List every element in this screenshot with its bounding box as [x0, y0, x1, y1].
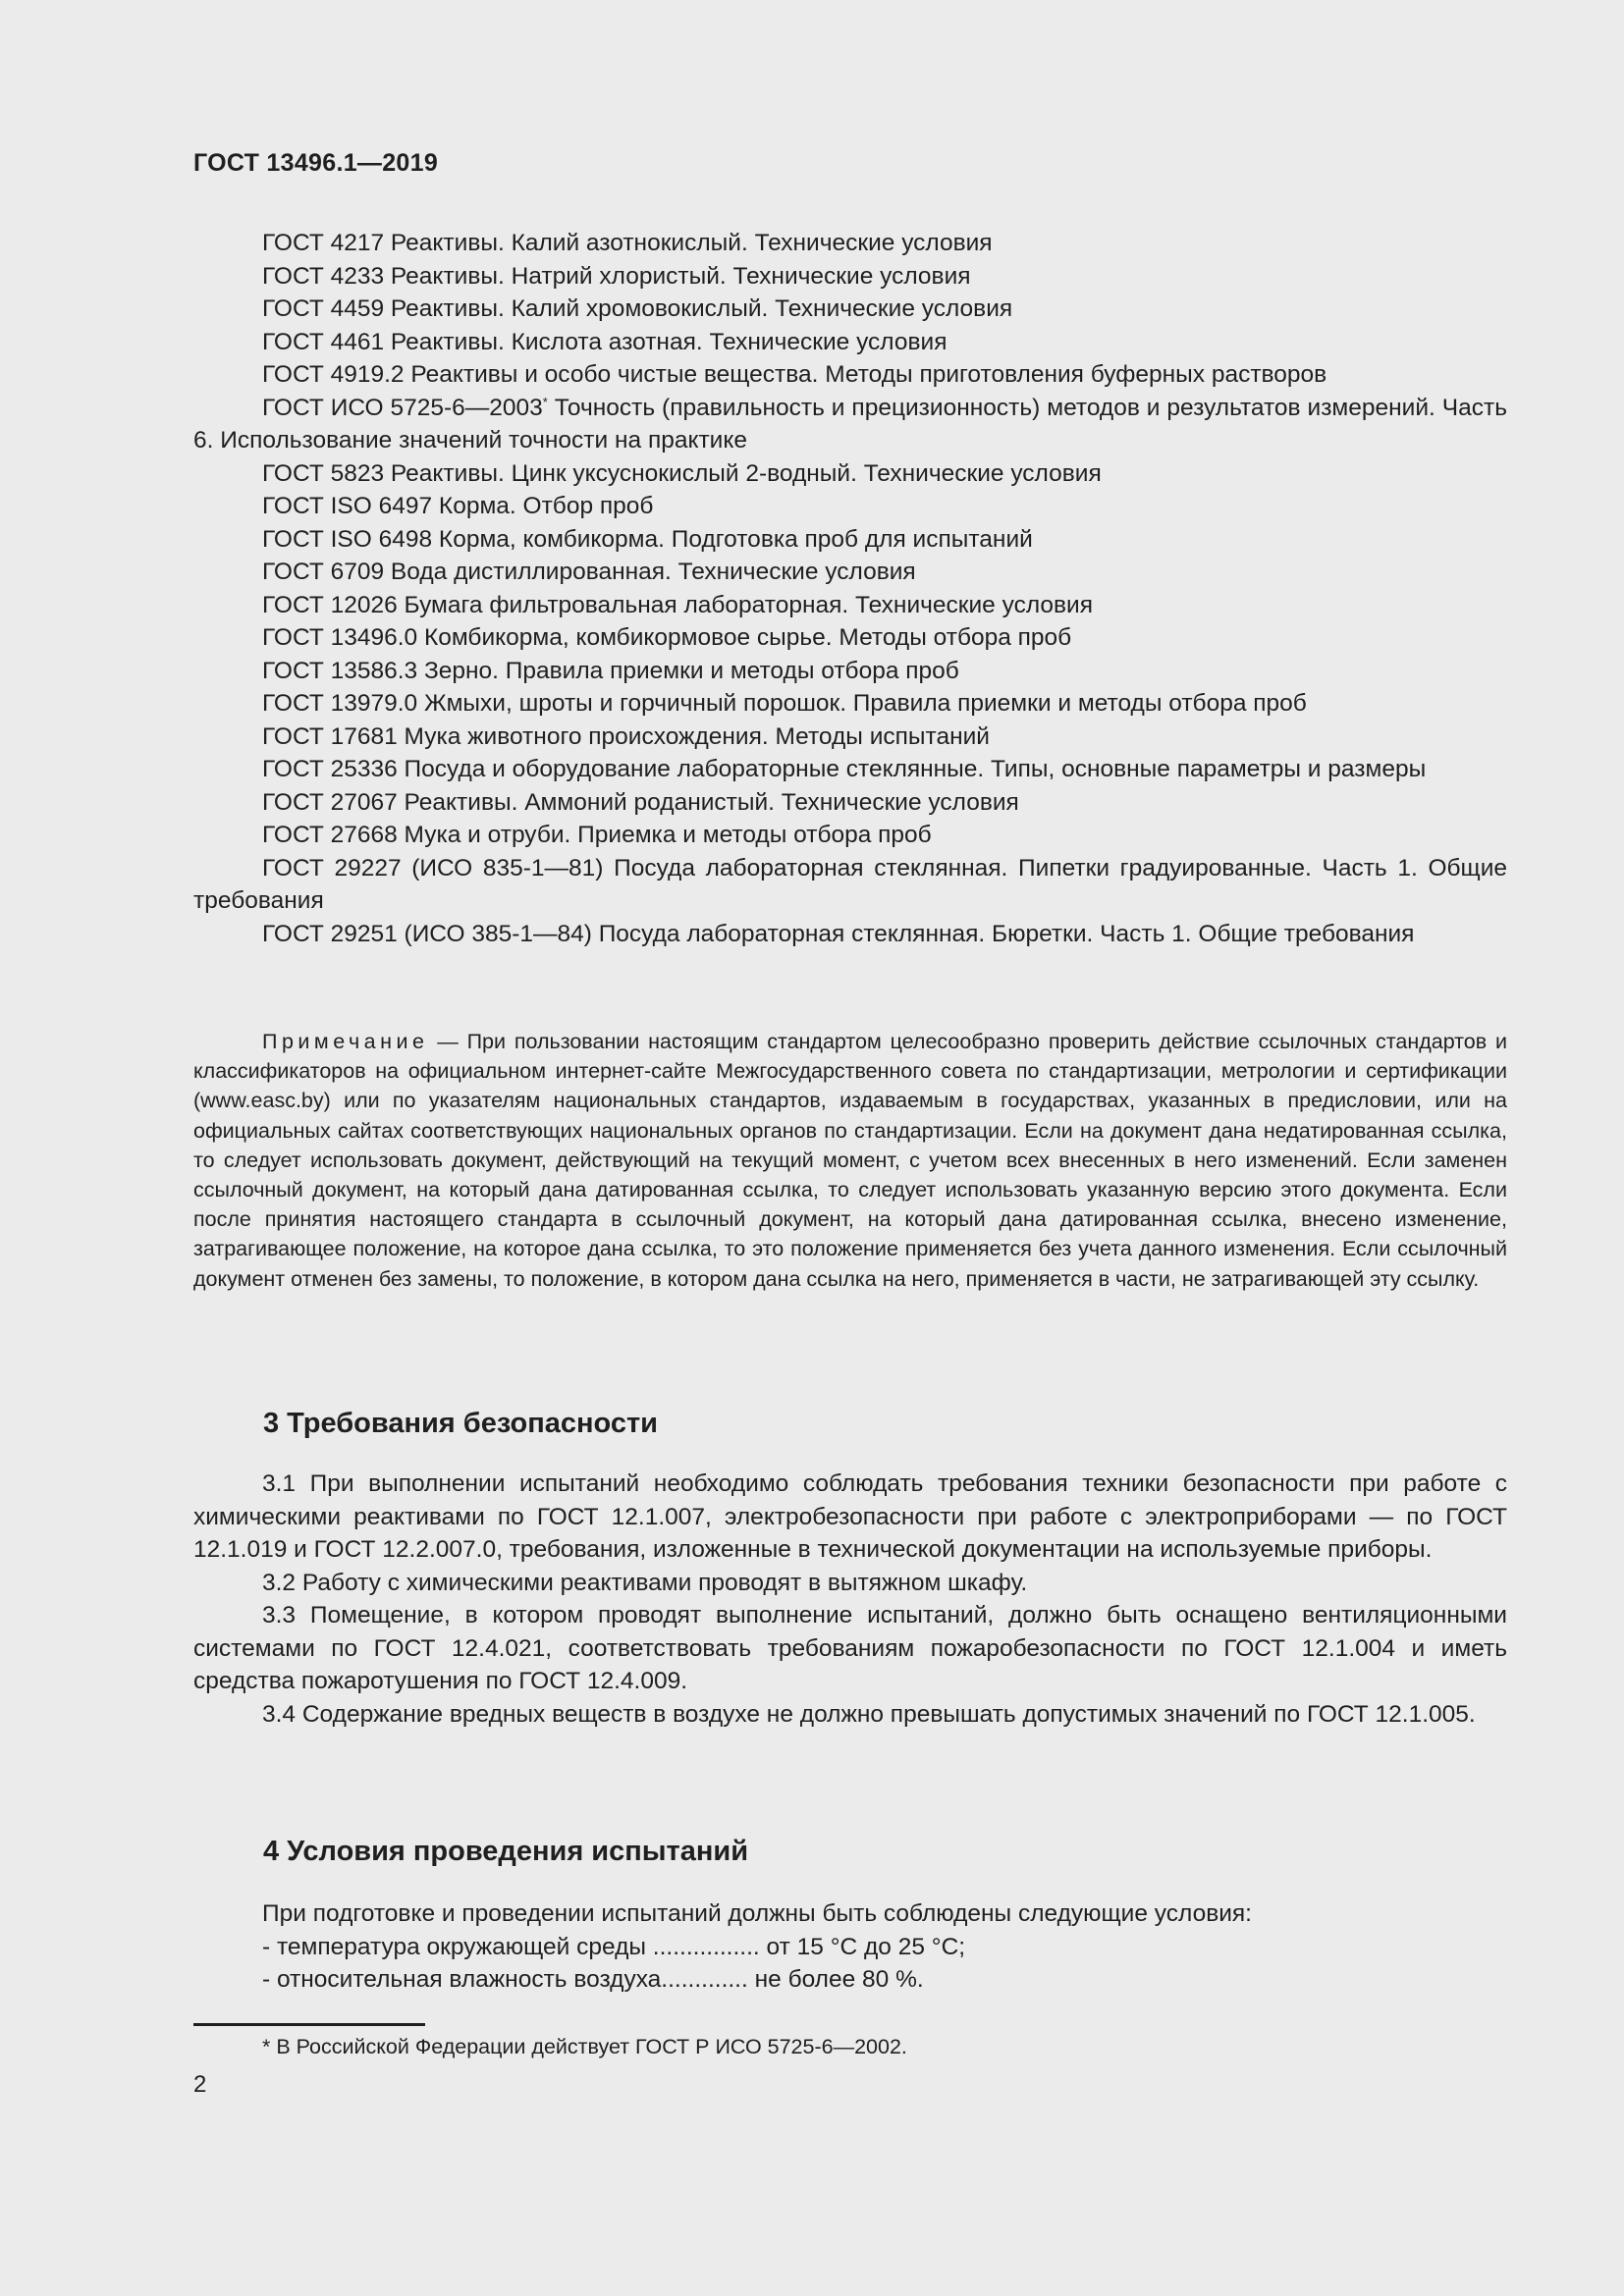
- reference-item: ГОСТ 13979.0 Жмыхи, шроты и горчичный порошок. Правила приемки и методы отбора проб: [262, 690, 1307, 717]
- section-3-body: [193, 1468, 1507, 1731]
- reference-item: ГОСТ 4919.2 Реактивы и особо чистые вещества. Методы приготовления буферных растворов: [262, 361, 1327, 388]
- section-4-intro: При подготовке и проведении испытаний должны быть соблюдены следующие условия:: [262, 1900, 1252, 1927]
- note-text: — При пользовании настоящим стандартом целесообразно проверить действие ссылочных стандартов и классификаторов на официальном интернет-сайте Межгосударственного совета по стандартизации, метрологии и сертификации (www.easc.by) или по указателям национальных стандартов, издаваемым в государствах, указанных в предисловии, или на официальных сайтах соответствующих национальных органов по стандартизации. Если на документ дана недатированная ссылка, то следует использовать документ, действующий на текущий момент, с учетом всех внесенных в него изменений. Если заменен ссылочный документ, на который дана датированная ссылка, то следует использовать указанную версию этого документа. Если после принятия настоящего стандарта в ссылочный документ, на который дана датированная ссылка, внесено изменение, затрагивающее положение, на которое дана ссылка, то это положение применяется без учета данного изменения. Если ссылочный документ отменен без замены, то положение, в котором дана ссылка на него, применяется в части, не затрагивающей эту ссылку.: [193, 1030, 1507, 1291]
- condition-item: - температура окружающей среды ................ от 15 °С до 25 °С;: [262, 1933, 966, 1960]
- reference-item: ГОСТ 13586.3 Зерно. Правила приемки и методы отбора проб: [262, 657, 959, 684]
- reference-item: ГОСТ 4233 Реактивы. Натрий хлористый. Технические условия: [262, 262, 971, 290]
- reference-title: Точность (правильность и прецизионность) методов и результатов измерений. Часть 6. Использование значений точности на практике: [193, 394, 1507, 454]
- reference-item: ГОСТ 5823 Реактивы. Цинк уксуснокислый 2-водный. Технические условия: [262, 459, 1102, 487]
- reference-code: ГОСТ ИСО 5725-6—2003: [262, 394, 543, 421]
- reference-item: ГОСТ 12026 Бумага фильтровальная лабораторная. Технические условия: [262, 591, 1094, 618]
- section-3-paragraph: 3.3 Помещение, в котором проводят выполнение испытаний, должно быть оснащено вентиляционными системами по ГОСТ 12.4.021, соответствовать требованиям пожаробезопасности по ГОСТ 12.1.004 и иметь средства пожаротушения по ГОСТ 12.4.009.: [193, 1602, 1507, 1694]
- section-3-paragraph: 3.4 Содержание вредных веществ в воздухе не должно превышать допустимых значений по ГОСТ 12.1.005.: [262, 1700, 1476, 1728]
- footnote-divider: [193, 2023, 425, 2026]
- footnote: * В Российской Федерации действует ГОСТ Р ИСО 5725-6—2002.: [262, 2035, 907, 2058]
- section-4-title: 4 Условия проведения испытаний: [263, 1836, 749, 1867]
- reference-item: ГОСТ 4459 Реактивы. Калий хромовокислый. Технические условия: [262, 295, 1013, 322]
- section-4-body: [193, 1897, 1507, 1997]
- section-3-title: 3 Требования безопасности: [263, 1408, 659, 1439]
- reference-item: ГОСТ 29251 (ИСО 385-1—84) Посуда лабораторная стеклянная. Бюретки. Часть 1. Общие требования: [262, 920, 1415, 947]
- reference-item: ГОСТ 6709 Вода дистиллированная. Технические условия: [262, 559, 916, 585]
- footnote-marker: *: [542, 394, 548, 409]
- reference-item: ГОСТ 27067 Реактивы. Аммоний роданистый. Технические условия: [262, 788, 1019, 816]
- reference-item: ГОСТ ISO 6497 Корма. Отбор проб: [262, 493, 654, 519]
- reference-item: ГОСТ 13496.0 Комбикорма, комбикормовое сырье. Методы отбора проб: [262, 624, 1072, 651]
- normative-references-list: [193, 227, 1507, 950]
- section-3-paragraph: 3.1 При выполнении испытаний необходимо соблюдать требования техники безопасности при работе с химическими реактивами по ГОСТ 12.1.007, электробезопасности при работе с электроприборами — по ГОСТ 12.1.019 и ГОСТ 12.2.007.0, требования, изложенные в технической документации на используемые приборы.: [193, 1470, 1507, 1563]
- reference-item: ГОСТ 27668 Мука и отруби. Приемка и методы отбора проб: [262, 822, 932, 848]
- note-paragraph: [193, 1027, 1507, 1294]
- note-label: Примечание: [262, 1030, 429, 1053]
- reference-item: ГОСТ ISO 6498 Корма, комбикорма. Подготовка проб для испытаний: [262, 525, 1033, 553]
- reference-item: ГОСТ 29227 (ИСО 835-1—81) Посуда лабораторная стеклянная. Пипетки градуированные. Часть 1. Общие требования: [193, 854, 1507, 914]
- condition-item: - относительная влажность воздуха............. не более 80 %.: [262, 1966, 924, 1993]
- reference-item: ГОСТ 4461 Реактивы. Кислота азотная. Технические условия: [262, 328, 947, 355]
- reference-item: ГОСТ 25336 Посуда и оборудование лабораторные стеклянные. Типы, основные параметры и размеры: [262, 756, 1427, 782]
- running-header: ГОСТ 13496.1—2019: [193, 149, 439, 177]
- page-number: 2: [193, 2071, 207, 2098]
- section-3-paragraph: 3.2 Работу с химическими реактивами проводят в вытяжном шкафу.: [262, 1569, 1028, 1596]
- reference-item-iso-5725: [193, 392, 1507, 457]
- reference-item: ГОСТ 4217 Реактивы. Калий азотнокислый. Технические условия: [262, 230, 993, 256]
- reference-item: ГОСТ 17681 Мука животного происхождения. Методы испытаний: [262, 722, 990, 750]
